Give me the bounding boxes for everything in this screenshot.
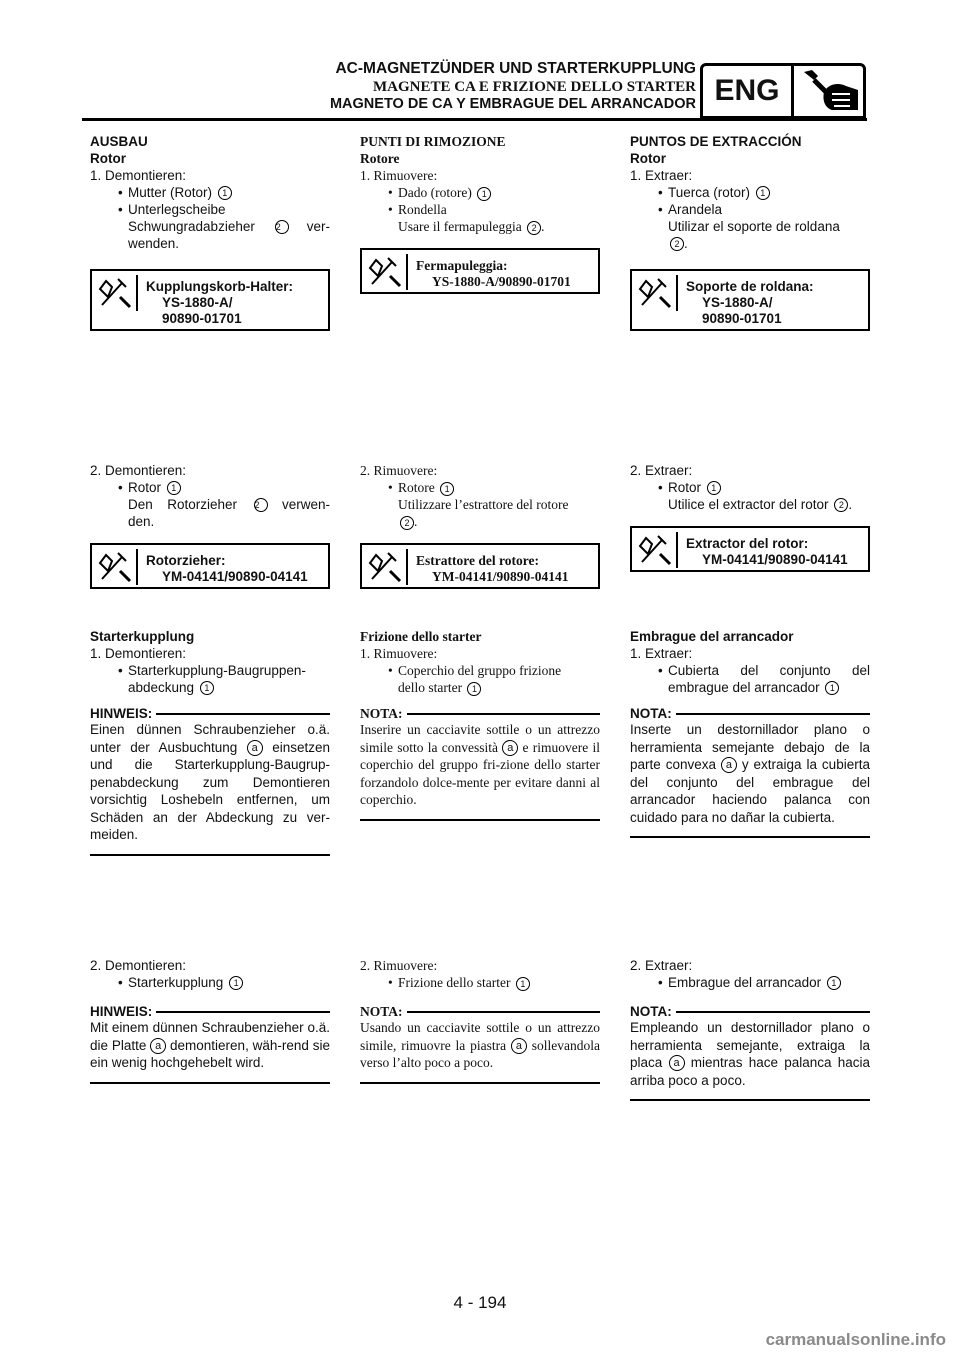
tool-number: YM-04141/90890-04141 — [702, 552, 848, 567]
tool-number: YM-04141/90890-04141 — [162, 569, 308, 584]
special-tool-icon — [96, 275, 138, 311]
section-heading: AUSBAU — [90, 134, 148, 149]
bullet-item: • Frizione dello starter 1 — [360, 974, 600, 991]
ref-a-icon: a — [150, 1038, 166, 1054]
note-text: Usando un cacciavite sottile o un attrezzo simile, rimuovre la piastra a sollevandola verso l’alto poco a poco. — [360, 1020, 601, 1071]
bullet-item-cont: abdeckung 1 — [90, 679, 330, 696]
step-2: 2. Rimuovere: — [360, 463, 438, 478]
tool-name: Soporte de roldana: — [686, 279, 814, 294]
step-2: 2. Demontieren: — [90, 463, 187, 478]
ref-2-icon: 2 — [834, 498, 848, 512]
tool-number: YS-1880-A/ — [702, 295, 773, 310]
special-tool-icon — [636, 532, 678, 568]
bullet-item: • Dado (rotore) 1 — [360, 184, 600, 201]
ref-1-icon: 1 — [477, 187, 491, 201]
ref-2-icon: 2 — [527, 221, 541, 235]
note-end-rule — [360, 819, 600, 821]
note-end-rule — [90, 854, 330, 856]
italian-starter-clutch-step-2 — [360, 957, 600, 991]
note-text: Einen dünnen Schraubenzieher o.ä. unter der Ausbuchtung a einsetzen und die Starterkupplung-Baugrup-penabdeckung zum Demontieren vorsichtig Loshebeln entfernen, um Schäden an der Abdeckung zu ver-meiden. — [90, 722, 330, 842]
title-spanish: MAGNETO DE CA Y EMBRAGUE DEL ARRANCADOR — [329, 96, 696, 112]
bullet-item: • Rondella — [388, 202, 447, 217]
special-tool-icon — [366, 254, 408, 290]
language-badge-label: ENG — [703, 66, 794, 116]
note-box — [360, 1003, 600, 1084]
bullet-item: • Coperchio del gruppo frizione — [388, 663, 562, 678]
note-box — [630, 705, 870, 838]
ref-2-icon: 2 — [670, 237, 684, 251]
note-label: NOTA: — [360, 706, 407, 721]
page-header — [0, 0, 960, 130]
ref-2-icon: 2 — [400, 516, 414, 530]
watermark[interactable]: carmanualsonline.info — [765, 1330, 946, 1349]
special-tool-box — [360, 543, 600, 589]
subsection-heading: Rotor — [90, 151, 126, 166]
section-heading: PUNTOS DE EXTRACCIÓN — [630, 134, 802, 149]
step-2: 2. Demontieren: — [90, 958, 187, 973]
step-1: 1. Extraer: — [630, 168, 693, 183]
italian-rotor-step-2 — [360, 462, 600, 530]
german-rotor-section — [90, 133, 330, 252]
special-tool-icon — [96, 549, 138, 585]
spanish-rotor-section — [630, 133, 870, 252]
tool-name: Rotorzieher: — [146, 553, 226, 568]
header-rule — [82, 118, 867, 121]
instruction-text: Utilice el extractor del rotor 2 . — [668, 497, 853, 512]
wrench-hand-icon — [798, 68, 862, 114]
bullet-item: • Mutter (Rotor) 1 — [90, 184, 330, 201]
tool-number: 90890-01701 — [702, 311, 782, 326]
ref-1-icon: 1 — [167, 481, 181, 495]
ref-2-icon: 2 — [275, 220, 289, 234]
note-text: Empleando un destornillador plano o herramienta semejante, extraiga la placa a mientras hace palanca hacia arriba poco a poco. — [630, 1020, 870, 1088]
ref-1-icon: 1 — [467, 682, 481, 696]
bullet-item: • Arandela — [658, 202, 723, 217]
tool-name: Fermapuleggia: — [416, 258, 508, 273]
special-tool-box — [90, 543, 330, 589]
note-label: NOTA: — [630, 1004, 676, 1019]
instruction-text: Utilizar el soporte de roldana 2 . — [668, 219, 840, 251]
note-text: Inserte un destornillador plano o herramienta semejante debajo de la parte convexa a y extraiga la cubierta del conjunto del embrague del arrancador haciendo palanca con cuidado para no dañar la cubierta. — [630, 722, 870, 825]
note-box — [630, 1003, 870, 1101]
step-1: 1. Extraer: — [630, 646, 693, 661]
ref-1-icon: 1 — [516, 977, 530, 991]
note-box — [90, 1003, 330, 1084]
step-1: 1. Demontieren: — [90, 646, 187, 661]
instruction-text: wenden. — [128, 236, 180, 251]
language-badge — [700, 63, 866, 119]
subsection-heading: Rotore — [360, 151, 400, 166]
tool-name: Estrattore del rotore: — [416, 553, 539, 568]
note-end-rule — [630, 1099, 870, 1101]
bullet-item: • Tuerca (rotor) 1 — [630, 184, 870, 201]
bullet-item: • Unterlegscheibe — [118, 202, 226, 217]
tool-number: YM-04141/90890-04141 — [432, 569, 569, 584]
title-italian: MAGNETE CA E FRIZIONE DELLO STARTER — [372, 79, 696, 95]
german-rotor-step-2 — [90, 462, 330, 530]
german-starter-clutch-step-2 — [90, 957, 330, 991]
subsection-heading: Embrague del arrancador — [630, 629, 794, 644]
note-label: HINWEIS: — [90, 1004, 156, 1019]
special-tool-box — [90, 269, 330, 331]
section-heading: PUNTI DI RIMOZIONE — [360, 134, 506, 149]
step-2: 2. Extraer: — [630, 463, 693, 478]
bullet-item: • Rotore 1 — [360, 479, 600, 496]
ref-a-icon: a — [247, 740, 263, 756]
tool-number: YS-1880-A/90890-01701 — [432, 274, 571, 289]
ref-1-icon: 1 — [756, 186, 770, 200]
instruction-text: Den Rotorzieher 2 verwen- — [128, 497, 330, 512]
ref-1-icon: 1 — [218, 186, 232, 200]
ref-2-icon: 2 — [254, 498, 268, 512]
note-end-rule — [360, 1082, 600, 1084]
tool-number: YS-1880-A/ — [162, 295, 233, 310]
ref-1-icon: 1 — [229, 976, 243, 990]
step-2: 2. Extraer: — [630, 958, 693, 973]
bullet-item-cont: dello starter 1 — [360, 679, 600, 696]
note-text: Inserire un cacciavite sottile o un attrezzo simile sotto la convessità a e rimuovere il coperchio del gruppo fri-zione dello starter forzandolo dolce-mente per evitare danni al coperchio. — [360, 722, 601, 808]
bullet-item-cont: embrague del arrancador 1 — [630, 679, 870, 696]
italian-rotor-section — [360, 133, 600, 235]
note-end-rule — [90, 1082, 330, 1084]
note-box — [360, 705, 600, 821]
ref-1-icon: 1 — [825, 681, 839, 695]
note-box — [90, 705, 330, 856]
spanish-rotor-step-2 — [630, 462, 870, 513]
bullet-item: • Starterkupplung 1 — [90, 974, 330, 991]
ref-1-icon: 1 — [707, 481, 721, 495]
subsection-heading: Frizione dello starter — [360, 629, 482, 644]
bullet-item: • Rotor 1 — [90, 479, 330, 496]
german-starter-clutch-section — [90, 628, 330, 696]
italian-starter-clutch-section — [360, 628, 600, 696]
step-2: 2. Rimuovere: — [360, 958, 438, 973]
ref-1-icon: 1 — [200, 681, 214, 695]
bullet-item: • Starterkupplung-Baugruppen- — [118, 663, 306, 678]
tool-name: Kupplungskorb-Halter: — [146, 279, 293, 294]
spanish-starter-clutch-step-2 — [630, 957, 870, 991]
ref-a-icon: a — [669, 1055, 685, 1071]
subsection-heading: Rotor — [630, 151, 666, 166]
instruction-text: Schwungradabzieher 2 ver- — [128, 219, 330, 234]
special-tool-box — [360, 248, 600, 294]
tool-name: Extractor del rotor: — [686, 536, 809, 551]
subsection-heading: Starterkupplung — [90, 629, 195, 644]
ref-1-icon: 1 — [827, 976, 841, 990]
note-label: NOTA: — [630, 706, 676, 721]
note-end-rule — [630, 836, 870, 838]
bullet-item: • Embrague del arrancador 1 — [630, 974, 870, 991]
tool-number: 90890-01701 — [162, 311, 242, 326]
special-tool-icon — [636, 275, 678, 311]
title-german: AC-MAGNETZÜNDER UND STARTERKUPPLUNG — [335, 60, 696, 77]
step-1: 1. Demontieren: — [90, 168, 187, 183]
special-tool-box — [630, 526, 870, 572]
special-tool-icon — [366, 549, 408, 585]
step-1: 1. Rimuovere: — [360, 646, 438, 661]
instruction-text: den. — [128, 514, 155, 529]
ref-a-icon: a — [502, 740, 518, 756]
bullet-item: • Rotor 1 — [630, 479, 870, 496]
step-1: 1. Rimuovere: — [360, 168, 438, 183]
note-text: Mit einem dünnen Schraubenzieher o.ä. die Platte a demontieren, wäh-rend sie ein wenig hochgehebelt wird. — [90, 1020, 330, 1070]
page-number: 4 - 194 — [453, 1293, 507, 1312]
spanish-starter-clutch-section — [630, 628, 870, 696]
instruction-text: Usare il fermapuleggia 2 . — [398, 219, 545, 234]
ref-a-icon: a — [511, 1038, 527, 1054]
instruction-text: Utilizzare l’estrattore del rotore 2 . — [398, 497, 569, 529]
ref-1-icon: 1 — [440, 482, 454, 496]
bullet-item: • Cubierta del conjunto del — [658, 663, 870, 678]
note-label: HINWEIS: — [90, 706, 156, 721]
note-label: NOTA: — [360, 1004, 407, 1019]
special-tool-box — [630, 269, 870, 331]
ref-a-icon: a — [721, 757, 737, 773]
